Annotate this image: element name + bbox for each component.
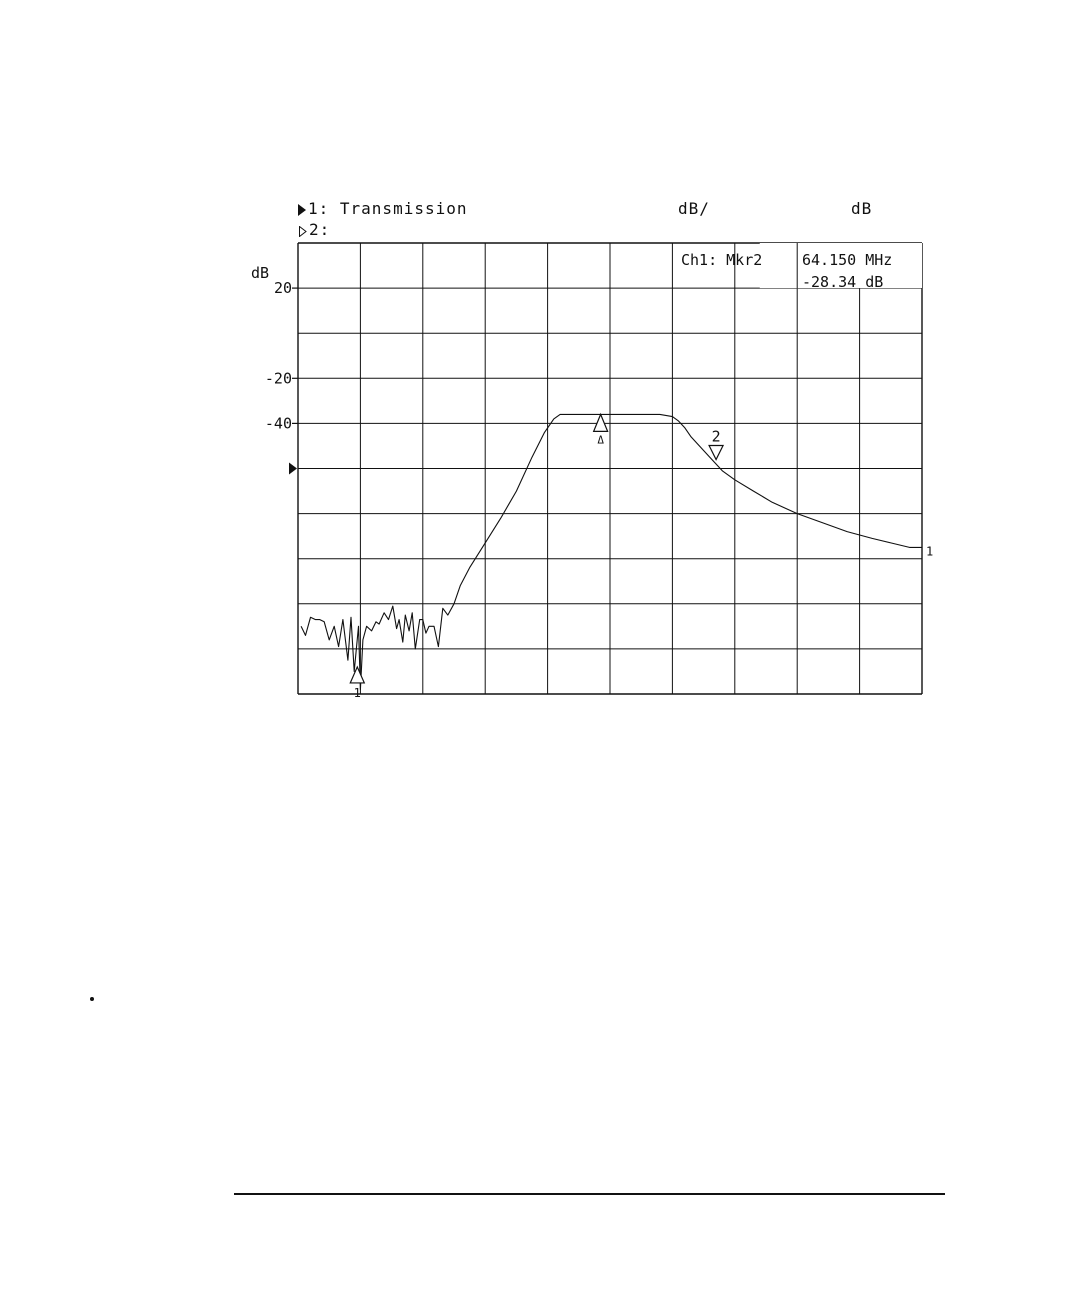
marker-2-label: 2 (711, 427, 721, 446)
channel2-label: 2: (309, 220, 331, 239)
marker-1-label: 1 (353, 685, 361, 700)
scale-label: dB/ (678, 199, 710, 218)
marker-2-icon (709, 445, 723, 459)
trace-line (301, 414, 922, 689)
y-axis-unit-label: dB (251, 264, 270, 282)
margin-dot (90, 997, 94, 1001)
reference-marker-label: Δ (597, 433, 604, 447)
trace-end-label: 1 (926, 544, 934, 559)
y-tick-label: -20 (264, 369, 292, 388)
reference-unit-label: dB (851, 199, 873, 218)
marker-1-icon (350, 667, 364, 683)
reference-level-icon (289, 463, 297, 475)
channel1-label: 1: Transmission (308, 199, 468, 218)
marker-frequency-value: 64.150 MHz (802, 251, 893, 269)
marker-channel-label: Ch1: Mkr2 (681, 251, 763, 269)
footer-rule (234, 1193, 945, 1195)
y-tick-label: -40 (264, 414, 292, 433)
marker-amplitude-value: -28.34 dB (802, 273, 884, 291)
reference-marker-icon (594, 414, 608, 431)
y-tick-label: 20 (273, 279, 292, 298)
